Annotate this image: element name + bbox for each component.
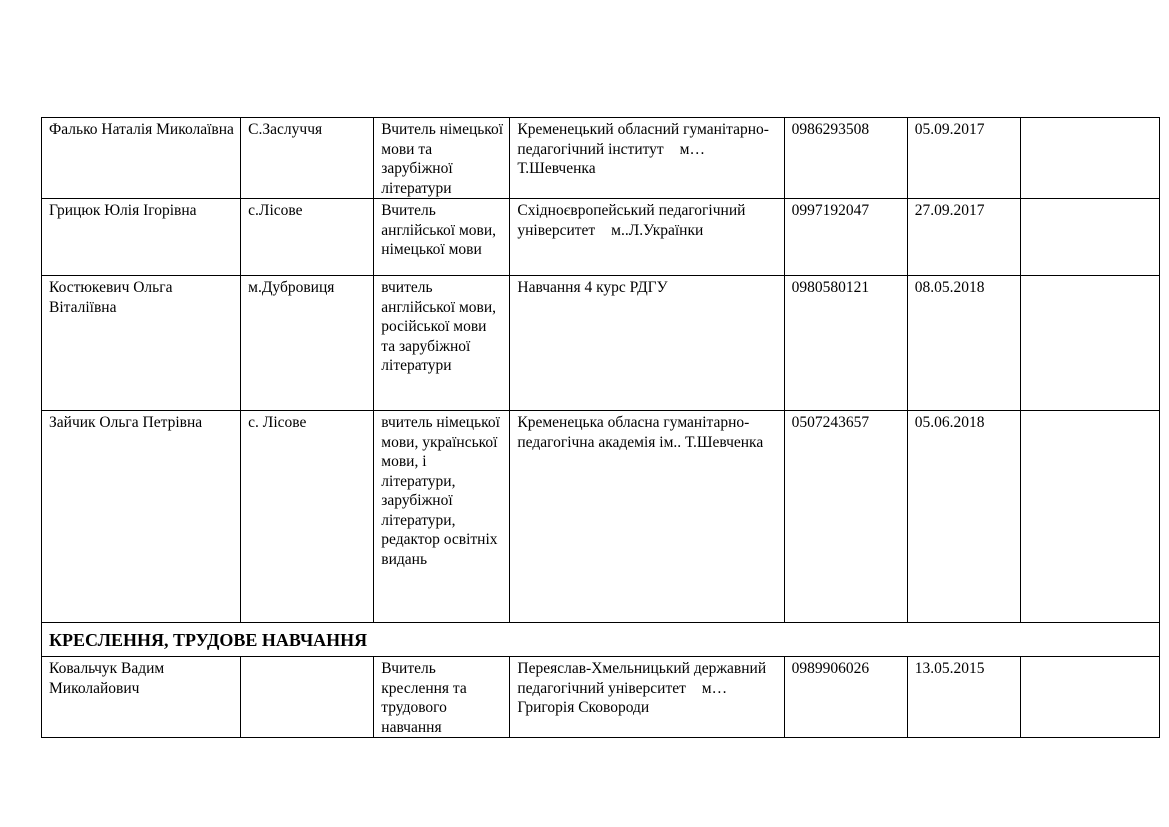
- position-cell: Вчитель англійської мови, німецької мови: [374, 199, 510, 276]
- position-cell: вчитель німецької мови, української мови, і літератури, зарубіжної літератури, редактор освітніх видань: [374, 411, 510, 623]
- position-cell: Вчитель німецької мови та зарубіжної літератури: [374, 118, 510, 199]
- extra-cell: [1020, 411, 1159, 623]
- table-row: [42, 118, 1160, 199]
- extra-cell: [1020, 199, 1159, 276]
- table-row: [42, 199, 1160, 276]
- teacher-name-cell: Ковальчук Вадим Миколайович: [42, 657, 241, 738]
- education-cell: Переяслав-Хмельницький державний педагогічний університет м… Григорія Сковороди: [510, 657, 784, 738]
- date-cell: 08.05.2018: [907, 276, 1020, 411]
- position-cell: Вчитель креслення та трудового навчання: [374, 657, 510, 738]
- location-cell: с.Лісове: [241, 199, 374, 276]
- location-cell: с. Лісове: [241, 411, 374, 623]
- teacher-name-cell: Фалько Наталія Миколаївна: [42, 118, 241, 199]
- date-cell: 27.09.2017: [907, 199, 1020, 276]
- location-cell: м.Дубровиця: [241, 276, 374, 411]
- position-cell: вчитель англійської мови, російської мови та зарубіжної літератури: [374, 276, 510, 411]
- table-row: [42, 411, 1160, 623]
- table-row: [42, 276, 1160, 411]
- staff-table: [41, 117, 1160, 738]
- extra-cell: [1020, 118, 1159, 199]
- education-cell: Кременецька обласна гуманітарно-педагогічна академія ім.. Т.Шевченка: [510, 411, 784, 623]
- section-header-row: [42, 623, 1160, 657]
- location-cell: [241, 657, 374, 738]
- extra-cell: [1020, 657, 1159, 738]
- phone-cell: 0986293508: [784, 118, 907, 199]
- date-cell: 13.05.2015: [907, 657, 1020, 738]
- education-cell: Навчання 4 курс РДГУ: [510, 276, 784, 411]
- date-cell: 05.09.2017: [907, 118, 1020, 199]
- location-cell: С.Заслуччя: [241, 118, 374, 199]
- phone-cell: 0980580121: [784, 276, 907, 411]
- phone-cell: 0997192047: [784, 199, 907, 276]
- extra-cell: [1020, 276, 1159, 411]
- phone-cell: 0989906026: [784, 657, 907, 738]
- teacher-name-cell: Костюкевич Ольга Віталіївна: [42, 276, 241, 411]
- teacher-name-cell: Зайчик Ольга Петрівна: [42, 411, 241, 623]
- date-cell: 05.06.2018: [907, 411, 1020, 623]
- table-row: [42, 657, 1160, 738]
- education-cell: Східноєвропейський педагогічний університет м..Л.Українки: [510, 199, 784, 276]
- phone-cell: 0507243657: [784, 411, 907, 623]
- education-cell: Кременецький обласний гуманітарно-педагогічний інститут м… Т.Шевченка: [510, 118, 784, 199]
- teacher-name-cell: Грицюк Юлія Ігорівна: [42, 199, 241, 276]
- section-title: КРЕСЛЕННЯ, ТРУДОВЕ НАВЧАННЯ: [42, 623, 1160, 657]
